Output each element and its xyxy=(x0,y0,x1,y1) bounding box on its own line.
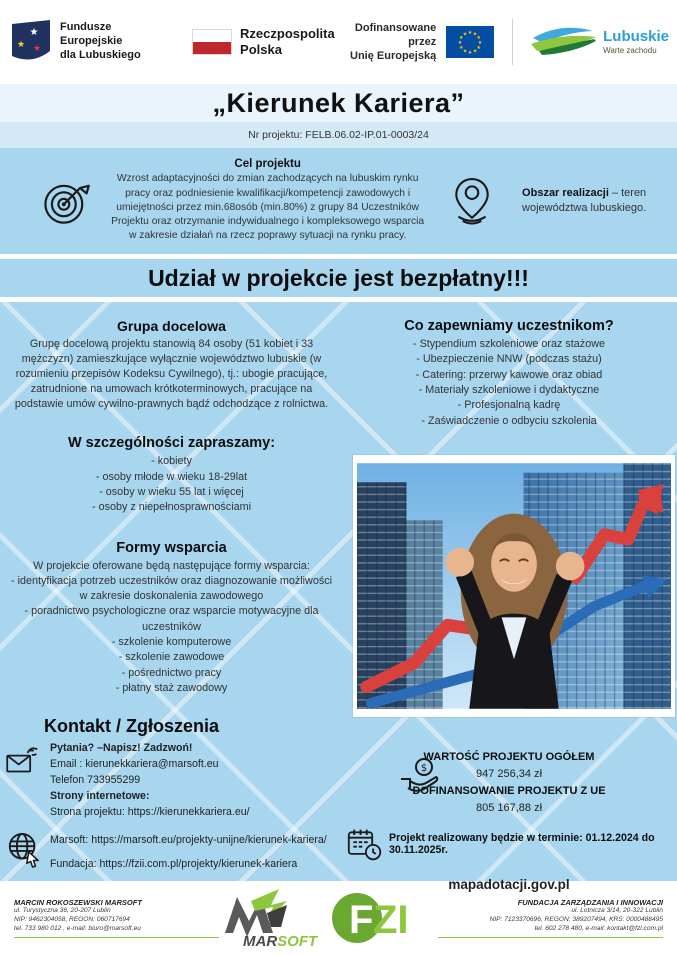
svg-text:★: ★ xyxy=(472,48,478,55)
project-photo xyxy=(353,455,675,717)
fzi-ids: NIP: 7123370696, REGON: 389207494, KRS: 0000488495 xyxy=(489,916,663,924)
list-item: - Materiały szkoleniowe i dydaktyczne xyxy=(418,383,600,396)
title-band xyxy=(0,84,677,122)
support-intro: W projekcie oferowane będą następujące formy wsparcia: xyxy=(33,559,310,572)
invited-list xyxy=(6,454,337,515)
contact-heading: Kontakt / Zgłoszenia xyxy=(44,716,220,737)
list-item: - osoby z niepełnosprawnościami xyxy=(91,501,252,514)
list-item: - szkolenie zawodowe xyxy=(118,651,225,664)
list-item: - osoby młode w wieku 18-29lat xyxy=(95,470,248,483)
svg-text:★: ★ xyxy=(29,27,39,38)
area-heading: Obszar realizacji xyxy=(522,186,609,199)
pl-logo-line2: Polska xyxy=(240,42,282,57)
calendar-clock-icon xyxy=(347,827,383,861)
svg-text:★: ★ xyxy=(472,31,478,38)
svg-text:★: ★ xyxy=(462,31,468,38)
contact-email[interactable]: Email : kierunekkariera@marsoft.eu xyxy=(50,758,219,771)
globe-cursor-icon xyxy=(6,831,42,869)
benefits-heading: Co zapewniamy uczestnikom? xyxy=(404,318,614,334)
goal-section xyxy=(0,148,677,254)
support-section xyxy=(6,540,337,697)
support-heading: Formy wsparcia xyxy=(116,539,227,556)
benefits-list xyxy=(345,337,673,429)
timeline-section xyxy=(347,827,673,861)
header-logos-bar xyxy=(0,0,677,84)
list-item: - kobiety xyxy=(151,455,192,468)
list-item: - Profesjonalną kadrę xyxy=(457,399,561,412)
value-total: 947 256,34 zł xyxy=(475,768,543,781)
value-total-label: WARTOŚĆ PROJEKTU OGÓŁEM xyxy=(423,750,595,763)
svg-text:★: ★ xyxy=(476,44,482,51)
list-item: - pośrednictwo pracy xyxy=(121,666,222,679)
list-item: - osoby w wieku 55 lat i więcej xyxy=(99,486,244,499)
list-item: - szkolenie komputerowe xyxy=(111,635,232,648)
footer-marsoft-info xyxy=(14,898,219,938)
svg-text:★: ★ xyxy=(459,44,464,51)
main-content xyxy=(0,302,677,893)
marsoft-logo xyxy=(221,887,317,949)
svg-text:★: ★ xyxy=(457,39,463,46)
logo-fundusze-europejskie xyxy=(10,19,166,65)
svg-text:$: $ xyxy=(420,762,428,774)
contact-sites-label: Strony internetowe: xyxy=(50,789,150,802)
contact-site-marsoft[interactable]: Marsoft: https://marsoft.eu/projekty-unijne/kierunek-kariera/ xyxy=(50,834,327,847)
footer-fzi-info xyxy=(438,898,663,938)
svg-text:★: ★ xyxy=(477,39,483,46)
marsoft-name: MARCIN ROKOSZEWSKI MARSOFT xyxy=(14,898,142,908)
logo-eu-funding xyxy=(335,21,495,64)
left-column xyxy=(0,302,345,881)
support-list xyxy=(6,574,337,697)
map-site-link[interactable]: mapadotacji.gov.pl xyxy=(448,877,570,893)
list-item: - Catering: przerwy kawowe oraz obiad xyxy=(415,368,603,381)
contact-section xyxy=(6,716,337,873)
marsoft-address: ul. Turystyczna 36, 20-207 Lublin xyxy=(14,907,111,915)
eu-flag-icon xyxy=(446,26,494,58)
fzi-logo xyxy=(331,889,435,947)
value-eu: 805 167,88 zł xyxy=(475,802,543,815)
fzi-name: FUNDACJA ZARZĄDZANIA I INNOWACJI xyxy=(517,898,663,908)
marsoft-logo-text1: MAR xyxy=(242,933,277,950)
value-eu-label: DOFINANSOWANIE PROJEKTU Z UE xyxy=(412,785,606,798)
eu-logo-line2: Unię Europejską xyxy=(350,50,437,63)
list-item: - płatny staż zawodowy xyxy=(115,681,228,694)
location-pin-icon xyxy=(449,174,495,228)
marsoft-ids: NIP: 9462304058, REGON: 060717694 xyxy=(14,916,130,924)
svg-text:★: ★ xyxy=(462,48,468,55)
area-block xyxy=(433,148,677,254)
green-divider xyxy=(14,937,219,938)
target-group-section xyxy=(6,318,337,411)
money-hand-icon xyxy=(397,757,441,795)
contact-site-foundation[interactable]: Fundacja: https://fzii.com.pl/projekty/kierunek-kariera xyxy=(50,858,298,871)
list-item: - poradnictwo psychologiczne oraz wsparcie motywacyjne dla uczestników xyxy=(24,605,319,633)
svg-text:F: F xyxy=(348,898,374,942)
benefits-section xyxy=(345,318,673,429)
timeline-text: Projekt realizowany będzie w terminie: 01.12.2024 do 30.11.2025r. xyxy=(389,832,655,857)
lubuskie-logo-line2: Warte zachodu xyxy=(603,45,657,55)
contact-site-project[interactable]: Strona projektu: https://kierunekkariera.eu/ xyxy=(50,805,250,818)
contact-phone[interactable]: Telefon 733955299 xyxy=(50,774,141,787)
header-divider xyxy=(512,19,513,65)
fe-logo-line2: dla Lubuskiego xyxy=(60,48,141,61)
fzi-address: ul. Lotnicza 3/14, 20-322 Lublin xyxy=(571,907,663,915)
contact-cta: Pytania? –Napisz! Zadzwoń! xyxy=(50,742,193,755)
invited-heading: W szczególności zapraszamy: xyxy=(67,435,276,452)
invited-section xyxy=(6,435,337,515)
svg-text:ZI: ZI xyxy=(372,898,409,942)
area-text: – teren województwa lubuskiego. xyxy=(522,186,647,214)
free-participation-banner: Udział w projekcie jest bezpłatny!!! xyxy=(0,259,677,297)
goal-heading: Cel projektu xyxy=(234,158,301,171)
lubuskie-swoosh-icon xyxy=(527,22,599,62)
list-item: - Stypendium szkoleniowe oraz stażowe xyxy=(412,338,606,350)
logo-rzeczpospolita-polska xyxy=(192,26,335,59)
pl-logo-line1: Rzeczpospolita xyxy=(240,25,335,41)
svg-text:★: ★ xyxy=(459,34,464,41)
target-group-text: Grupę docelową projektu stanowią 84 osoby (51 kobiet i 33 mężczyzn) zamieszkujące wyłącznie województwo lubuskie (w rozumieniu przepisów Kodeksu Cywilnego), tj.: ubogie pracujące, zatrudnione na umowach krótkoterminowych, pracujące na podstawie umów cywilno-prawnych bądź odchodzące z rolnictwa. xyxy=(14,338,329,410)
lubuskie-logo-line1: Lubuskie xyxy=(603,28,669,46)
marsoft-contact: tel. 733 980 012 , e-mail: biuro@marsoft.eu xyxy=(14,924,141,932)
project-value-section xyxy=(345,749,673,817)
right-column xyxy=(345,302,677,893)
svg-text:★: ★ xyxy=(467,29,473,36)
eu-logo-line1: Dofinansowane przez xyxy=(354,21,437,48)
poland-flag-icon xyxy=(192,29,232,55)
list-item: - identyfikacja potrzeb uczestników oraz diagnozowanie możliwości w zakresie doskonalenia zawodowego xyxy=(10,574,333,602)
footer-logos xyxy=(221,887,435,949)
page-title: „Kierunek Kariera” xyxy=(212,87,465,118)
goal-block xyxy=(0,148,433,254)
list-item: - Zaświadczenie o odbyciu szkolenia xyxy=(421,414,597,427)
fe-flag-icon xyxy=(10,19,52,65)
project-number: Nr projektu: FELB.06.02-IP.01-0003/24 xyxy=(0,122,677,148)
fe-logo-line1: Fundusze Europejskie xyxy=(60,21,123,48)
logo-lubuskie xyxy=(527,22,669,62)
fzi-contact: tel. 602 278 480, e-mail: kontakt@fzi.com.pl xyxy=(534,924,663,932)
svg-text:★: ★ xyxy=(16,39,26,49)
list-item: - Ubezpieczenie NNW (podczas stażu) xyxy=(416,353,602,366)
svg-text:MARSOFT xyxy=(243,933,319,950)
svg-text:★: ★ xyxy=(32,43,42,53)
green-divider xyxy=(438,937,663,938)
svg-text:★: ★ xyxy=(467,49,473,56)
target-icon xyxy=(40,175,92,227)
marsoft-logo-text2: SOFT xyxy=(276,933,317,950)
goal-text: Wzrost adaptacyjności do zmian zachodzących na lubuskim rynku pracy oraz podniesienie kwalifikacji/kompetencji zawodowych i umiejętności przez min.68osób (min.80%) z grupy 84 Uczestników Projektu oraz otrzymanie indywidualnego i kompleksowego wsparcia w zakresie działań na rzecz poprawy sytuacji na rynku pracy. xyxy=(111,173,425,242)
photo-illustration xyxy=(357,459,671,713)
mail-phone-icon xyxy=(6,745,42,775)
target-group-heading: Grupa docelowa xyxy=(117,318,226,334)
svg-text:★: ★ xyxy=(476,34,482,41)
